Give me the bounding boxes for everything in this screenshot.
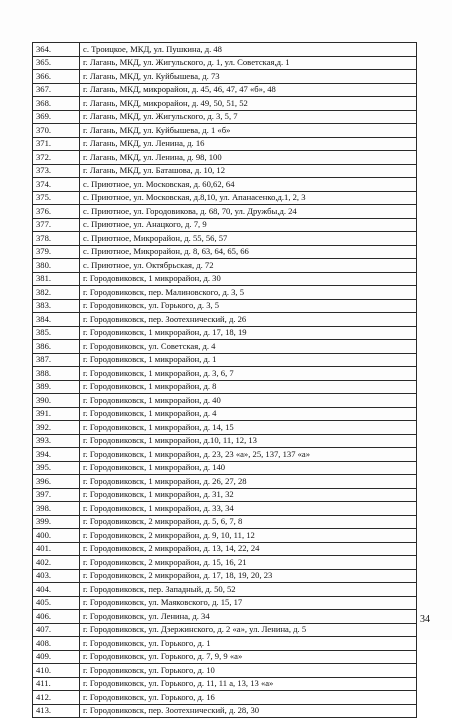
address-cell: г. Городовиковск, 1 микрорайон, д. 17, 18, 19 bbox=[80, 326, 417, 340]
table-row bbox=[33, 259, 417, 273]
row-number-cell: 389. bbox=[33, 380, 80, 394]
row-number-cell: 405. bbox=[33, 596, 80, 610]
address-cell: г. Городовиковск, 1 микрорайон, д. 140 bbox=[80, 461, 417, 475]
row-number-cell: 383. bbox=[33, 299, 80, 313]
table-row bbox=[33, 488, 417, 502]
row-number-cell: 382. bbox=[33, 286, 80, 300]
address-cell: г. Городовиковск, ул. Ленина, д. 34 bbox=[80, 610, 417, 624]
address-cell: г. Городовиковск, ул. Горького, д. 10 bbox=[80, 664, 417, 678]
address-cell: г. Лагань, МКД, ул. Ленина, д. 16 bbox=[80, 137, 417, 151]
address-table-body bbox=[33, 43, 417, 718]
row-number-cell: 386. bbox=[33, 340, 80, 354]
address-cell: г. Городовиковск, ул. Горького, д. 1 bbox=[80, 637, 417, 651]
table-row bbox=[33, 151, 417, 165]
table-row bbox=[33, 704, 417, 718]
row-number-cell: 410. bbox=[33, 664, 80, 678]
row-number-cell: 402. bbox=[33, 556, 80, 570]
row-number-cell: 385. bbox=[33, 326, 80, 340]
row-number-cell: 365. bbox=[33, 56, 80, 70]
table-row bbox=[33, 97, 417, 111]
address-cell: г. Городовиковск, 1 микрорайон, д. 40 bbox=[80, 394, 417, 408]
table-row bbox=[33, 394, 417, 408]
table-row bbox=[33, 137, 417, 151]
table-row bbox=[33, 677, 417, 691]
table-row bbox=[33, 340, 417, 354]
address-cell: г. Лагань, МКД, ул. Баташова, д. 10, 12 bbox=[80, 164, 417, 178]
address-cell: г. Городовиковск, 1 микрорайон, д. 3, 6, 7 bbox=[80, 367, 417, 381]
row-number-cell: 396. bbox=[33, 475, 80, 489]
row-number-cell: 371. bbox=[33, 137, 80, 151]
table-row bbox=[33, 83, 417, 97]
row-number-cell: 391. bbox=[33, 407, 80, 421]
row-number-cell: 378. bbox=[33, 232, 80, 246]
table-row bbox=[33, 569, 417, 583]
row-number-cell: 395. bbox=[33, 461, 80, 475]
table-row bbox=[33, 218, 417, 232]
address-cell: г. Лагань, МКД, микрорайон, д. 45, 46, 47, 47 «б», 48 bbox=[80, 83, 417, 97]
address-cell: г. Городовиковск, 1 микрорайон, д. 33, 34 bbox=[80, 502, 417, 516]
address-cell: г. Городовиковск, 1 микрорайон, д. 8 bbox=[80, 380, 417, 394]
address-cell: с. Приютное, Микрорайон, д. 8, 63, 64, 65, 66 bbox=[80, 245, 417, 259]
table-row bbox=[33, 434, 417, 448]
address-cell: г. Лагань, МКД, ул. Жигульского, д. 3, 5, 7 bbox=[80, 110, 417, 124]
table-row bbox=[33, 637, 417, 651]
row-number-cell: 398. bbox=[33, 502, 80, 516]
table-row bbox=[33, 286, 417, 300]
row-number-cell: 399. bbox=[33, 515, 80, 529]
row-number-cell: 413. bbox=[33, 704, 80, 718]
address-cell: г. Городовиковск, 1 микрорайон, д. 23, 23 «а», 25, 137, 137 «а» bbox=[80, 448, 417, 462]
row-number-cell: 400. bbox=[33, 529, 80, 543]
row-number-cell: 375. bbox=[33, 191, 80, 205]
table-row bbox=[33, 380, 417, 394]
table-row bbox=[33, 353, 417, 367]
table-row bbox=[33, 502, 417, 516]
table-row bbox=[33, 542, 417, 556]
address-cell: г. Городовиковск, ул. Горького, д. 16 bbox=[80, 691, 417, 705]
address-cell: г. Лагань, МКД, ул. Куйбышева, д. 73 bbox=[80, 70, 417, 84]
table-row bbox=[33, 272, 417, 286]
table-row bbox=[33, 43, 417, 57]
address-cell: г. Городовиковск, ул. Горького, д. 11, 11 а, 13, 13 «а» bbox=[80, 677, 417, 691]
table-row bbox=[33, 691, 417, 705]
table-row bbox=[33, 367, 417, 381]
table-row bbox=[33, 164, 417, 178]
table-row bbox=[33, 583, 417, 597]
table-row bbox=[33, 475, 417, 489]
table-row bbox=[33, 124, 417, 138]
table-row bbox=[33, 664, 417, 678]
address-cell: г. Городовиковск, 1 микрорайон, д. 14, 15 bbox=[80, 421, 417, 435]
address-cell: с. Приютное, ул. Октябрьская, д. 72 bbox=[80, 259, 417, 273]
address-cell: г. Городовиковск, 2 микрорайон, д. 17, 18, 19, 20, 23 bbox=[80, 569, 417, 583]
row-number-cell: 364. bbox=[33, 43, 80, 57]
address-table bbox=[32, 42, 417, 718]
row-number-cell: 408. bbox=[33, 637, 80, 651]
table-row bbox=[33, 650, 417, 664]
row-number-cell: 376. bbox=[33, 205, 80, 219]
row-number-cell: 401. bbox=[33, 542, 80, 556]
table-row bbox=[33, 421, 417, 435]
address-cell: г. Городовиковск, 2 микрорайон, д. 5, 6, 7, 8 bbox=[80, 515, 417, 529]
address-cell: г. Лагань, МКД, ул. Ленина, д. 98, 100 bbox=[80, 151, 417, 165]
address-cell: г. Городовиковск, 1 микрорайон, д. 26, 27, 28 bbox=[80, 475, 417, 489]
table-row bbox=[33, 407, 417, 421]
address-cell: с. Троицкое, МКД, ул. Пушкина, д. 48 bbox=[80, 43, 417, 57]
row-number-cell: 384. bbox=[33, 313, 80, 327]
row-number-cell: 394. bbox=[33, 448, 80, 462]
table-row bbox=[33, 529, 417, 543]
table-row bbox=[33, 448, 417, 462]
table-row bbox=[33, 556, 417, 570]
row-number-cell: 366. bbox=[33, 70, 80, 84]
row-number-cell: 380. bbox=[33, 259, 80, 273]
address-cell: г. Городовиковск, пер. Малиновского, д. 3, 5 bbox=[80, 286, 417, 300]
address-cell: г. Городовиковск, ул. Горького, д. 3, 5 bbox=[80, 299, 417, 313]
table-row bbox=[33, 178, 417, 192]
address-cell: г. Лагань, МКД, ул. Жигульского, д. 1, ул. Советская,д. 1 bbox=[80, 56, 417, 70]
row-number-cell: 370. bbox=[33, 124, 80, 138]
address-cell: с. Приютное, ул. Московская, д. 60,62, 64 bbox=[80, 178, 417, 192]
row-number-cell: 397. bbox=[33, 488, 80, 502]
address-cell: г. Городовиковск, 2 микрорайон, д. 9, 10, 11, 12 bbox=[80, 529, 417, 543]
row-number-cell: 379. bbox=[33, 245, 80, 259]
table-row bbox=[33, 110, 417, 124]
address-cell: г. Городовиковск, 1 микрорайон, д. 30 bbox=[80, 272, 417, 286]
table-row bbox=[33, 515, 417, 529]
table-row bbox=[33, 313, 417, 327]
row-number-cell: 411. bbox=[33, 677, 80, 691]
address-cell: г. Городовиковск, пер. Западный, д. 50, 52 bbox=[80, 583, 417, 597]
address-cell: г. Городовиковск, ул. Советская, д. 4 bbox=[80, 340, 417, 354]
row-number-cell: 388. bbox=[33, 367, 80, 381]
table-row bbox=[33, 245, 417, 259]
address-cell: г. Городовиковск, пер. Зоотехнический, д. 28, 30 bbox=[80, 704, 417, 718]
row-number-cell: 390. bbox=[33, 394, 80, 408]
row-number-cell: 406. bbox=[33, 610, 80, 624]
table-row bbox=[33, 205, 417, 219]
row-number-cell: 407. bbox=[33, 623, 80, 637]
table-row bbox=[33, 191, 417, 205]
table-row bbox=[33, 299, 417, 313]
address-cell: г. Городовиковск, 2 микрорайон, д. 15, 16, 21 bbox=[80, 556, 417, 570]
address-cell: г. Городовиковск, 1 микрорайон, д. 4 bbox=[80, 407, 417, 421]
row-number-cell: 412. bbox=[33, 691, 80, 705]
address-cell: с. Приютное, ул. Московская, д.8,10, ул. Апанасенко,д.1, 2, 3 bbox=[80, 191, 417, 205]
address-cell: г. Городовиковск, 1 микрорайон, д. 31, 32 bbox=[80, 488, 417, 502]
address-cell: г. Городовиковск, 1 микрорайон, д.10, 11, 12, 13 bbox=[80, 434, 417, 448]
row-number-cell: 409. bbox=[33, 650, 80, 664]
address-cell: г. Городовиковск, пер. Зоотехнический, д. 26 bbox=[80, 313, 417, 327]
address-cell: г. Городовиковск, 1 микрорайон, д. 1 bbox=[80, 353, 417, 367]
table-row bbox=[33, 461, 417, 475]
address-cell: г. Городовиковск, ул. Маяковского, д. 15, 17 bbox=[80, 596, 417, 610]
table-row bbox=[33, 70, 417, 84]
address-cell: с. Приютное, ул. Городовикова, д. 68, 70, ул. Дружбы,д. 24 bbox=[80, 205, 417, 219]
address-cell: г. Лагань, МКД, микрорайон, д. 49, 50, 51, 52 bbox=[80, 97, 417, 111]
row-number-cell: 367. bbox=[33, 83, 80, 97]
row-number-cell: 369. bbox=[33, 110, 80, 124]
row-number-cell: 373. bbox=[33, 164, 80, 178]
table-row bbox=[33, 610, 417, 624]
row-number-cell: 374. bbox=[33, 178, 80, 192]
row-number-cell: 387. bbox=[33, 353, 80, 367]
row-number-cell: 381. bbox=[33, 272, 80, 286]
table-row bbox=[33, 56, 417, 70]
address-cell: г. Городовиковск, ул. Горького, д. 7, 9, 9 «а» bbox=[80, 650, 417, 664]
table-row bbox=[33, 596, 417, 610]
table-row bbox=[33, 623, 417, 637]
row-number-cell: 404. bbox=[33, 583, 80, 597]
row-number-cell: 377. bbox=[33, 218, 80, 232]
row-number-cell: 393. bbox=[33, 434, 80, 448]
address-cell: г. Городовиковск, ул. Дзержинского, д. 2 «а», ул. Ленина, д. 5 bbox=[80, 623, 417, 637]
address-cell: с. Приютное, Микрорайон, д. 55, 56, 57 bbox=[80, 232, 417, 246]
row-number-cell: 372. bbox=[33, 151, 80, 165]
table-row bbox=[33, 326, 417, 340]
address-cell: г. Лагань, МКД, ул. Куйбышева, д. 1 «б» bbox=[80, 124, 417, 138]
address-cell: г. Городовиковск, 2 микрорайон, д. 13, 14, 22, 24 bbox=[80, 542, 417, 556]
table-row bbox=[33, 232, 417, 246]
row-number-cell: 403. bbox=[33, 569, 80, 583]
address-cell: с. Приютное, ул. Анацкого, д. 7, 9 bbox=[80, 218, 417, 232]
row-number-cell: 392. bbox=[33, 421, 80, 435]
row-number-cell: 368. bbox=[33, 97, 80, 111]
page-number: 34 bbox=[420, 614, 430, 625]
